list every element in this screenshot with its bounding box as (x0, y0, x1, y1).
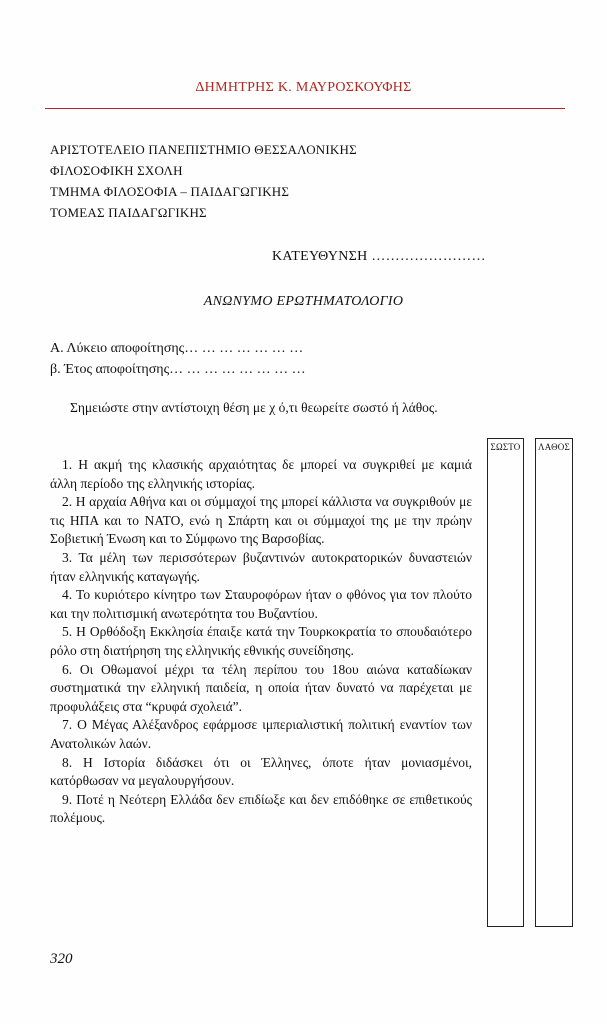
questionnaire-title: ΑΝΩΝΥΜΟ ΕΡΩΤΗΜΑΤΟΛΟΓΙΟ (203, 294, 404, 309)
header-divider (45, 108, 565, 109)
sector-name: ΤΟΜΕΑΣ ΠΑΙΔΑΓΩΓΙΚΗΣ (50, 205, 207, 220)
wrong-column-header: ΛΑΘΟΣ (538, 442, 570, 452)
statement-item: 8. Η Ιστορία διδάσκει ότι οι Έλληνες, όποτε ήταν μονιασμένοι, κατόρθωσαν να μεγαλουργήσουν. (50, 754, 472, 789)
instruction-text: Σημειώστε στην αντίστοιχη θέση με χ ό,τι θεωρείτε σωστό ή λάθος. (70, 400, 438, 415)
statement-item: 7. Ο Μέγας Αλέξανδρος εφάρμοσε ιμπεριαλιστική πολιτική εναντίον των Ανατολικών λαών. (50, 717, 472, 751)
statement-item: 4. Το κυριότερο κίνητρο των Σταυροφόρων ήταν ο φθόνος για τον πλούτο και την πολιτισμική ανωτερότητα του Βυζαντίου. (50, 587, 472, 621)
page-number: 320 (50, 951, 73, 967)
school-field: Α. Λύκειο αποφοίτησης… … … … … … … (50, 341, 304, 356)
wrong-answer-column (535, 438, 573, 927)
graduation-year-field: β. Έτος αποφοίτησης… … … … … … … … (50, 362, 306, 377)
statement-item: 1. Η ακμή της κλασικής αρχαιότητας δε μπορεί να συγκριθεί με καμιά άλλη περίοδο της ελληνικής ιστορίας. (50, 457, 472, 491)
statement-item: 5. Η Ορθόδοξη Εκκλησία έπαιξε κατά την Τουρκοκρατία το σπουδαιότερο ρόλο στη διατήρηση της ελληνικής εθνικής συνείδησης. (50, 624, 472, 658)
statement-item: 2. Η αρχαία Αθήνα και οι σύμμαχοί της μπορεί κάλλιστα να συγκριθούν με τις ΗΠΑ και το ΝΑΤΟ, ενώ η Σπάρτη και οι σύμμαχοί της με την πρώην Σοβιετική Ένωση και το Σύμφωνο της Βαρσοβίας. (50, 494, 472, 547)
statement-item: 3. Τα μέλη των περισσότερων βυζαντινών αυτοκρατορικών δυναστειών ήταν ελληνικής καταγωγής. (50, 549, 472, 584)
statement-item: 9. Ποτέ η Νεότερη Ελλάδα δεν επιδίωξε και δεν επιδόθηκε σε επιθετικούς πολέμους. (50, 791, 472, 826)
direction-field: ΚΑΤΕΥΘΥΝΣΗ …………………… (272, 249, 486, 264)
fill-in-fields (50, 338, 306, 380)
school-name: ΦΙΛΟΣΟΦΙΚΗ ΣΧΟΛΗ (50, 163, 183, 178)
correct-answer-column (487, 438, 524, 927)
university-name: ΑΡΙΣΤΟΤΕΛΕΙΟ ΠΑΝΕΠΙΣΤΗΜΙΟ ΘΕΣΣΑΛΟΝΙΚΗΣ (50, 142, 357, 157)
correct-column-header: ΣΩΣΤΟ (490, 442, 521, 452)
running-header-author: ΔΗΜΗΤΡΗΣ Κ. ΜΑΥΡΟΣΚΟΥΦΗΣ (195, 80, 412, 95)
statement-list (50, 456, 472, 828)
department-name: ΤΜΗΜΑ ΦΙΛΟΣΟΦΙΑ – ΠΑΙΔΑΓΩΓΙΚΗΣ (50, 184, 290, 199)
institution-block (50, 139, 357, 223)
statement-item: 6. Οι Οθωμανοί μέχρι τα τέλη περίπου του 18ου αιώνα καταδίωκαν συστηματικά την ελληνική παιδεία, η οποία ήταν δυνατό να παρέχεται με προφυλάξεις στα “κρυφά σχολειά”. (50, 661, 472, 714)
